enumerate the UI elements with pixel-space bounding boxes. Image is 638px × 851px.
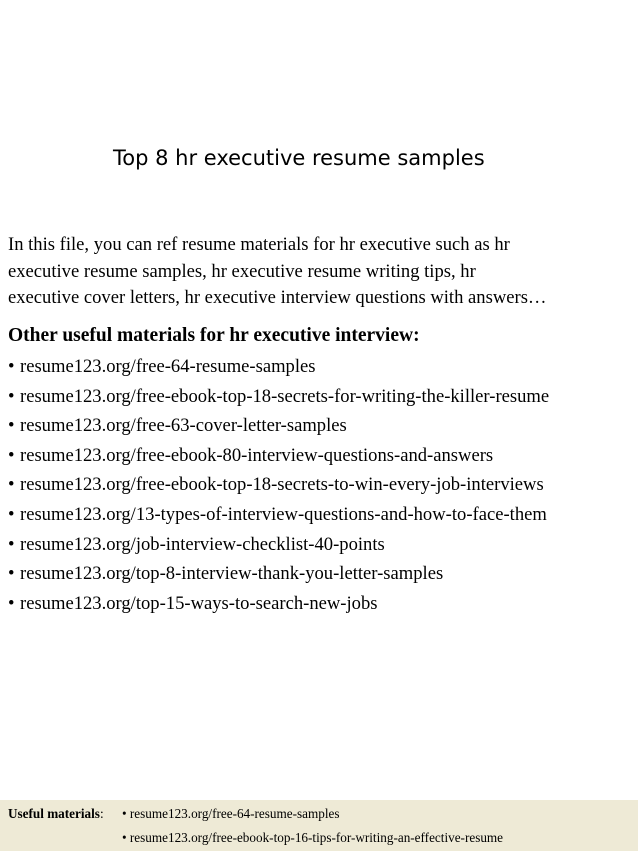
resource-link[interactable]: resume123.org/top-15-ways-to-search-new-jobs: [20, 592, 378, 614]
bullet-icon: •: [8, 533, 15, 555]
footer-link[interactable]: • resume123.org/free-ebook-top-16-tips-for-writing-an-effective-resume: [122, 830, 504, 845]
resource-link[interactable]: resume123.org/free-64-resume-samples: [20, 356, 316, 377]
list-item: [8, 470, 549, 500]
resource-link[interactable]: resume123.org/free-63-cover-letter-samples: [20, 415, 347, 437]
intro-line: In this file, you can ref resume materials for hr executive such as hr: [8, 234, 510, 255]
bullet-icon: •: [8, 444, 15, 466]
resource-link[interactable]: resume123.org/free-ebook-80-interview-questions-and-answers: [20, 444, 494, 466]
materials-heading: Other useful materials for hr executive interview:: [8, 325, 420, 346]
bullet-icon: •: [8, 592, 15, 614]
bullet-icon: •: [8, 415, 15, 437]
list-item: [8, 500, 549, 530]
bullet-icon: •: [8, 563, 15, 585]
list-item: [8, 589, 549, 619]
footer-bar: [0, 800, 638, 851]
footer-label-text: Useful materials: [8, 806, 100, 821]
list-item: [8, 352, 549, 382]
resource-link[interactable]: resume123.org/13-types-of-interview-questions-and-how-to-face-them: [20, 503, 547, 525]
resource-link[interactable]: resume123.org/job-interview-checklist-40-points: [20, 533, 385, 555]
bullet-icon: •: [8, 503, 15, 525]
list-item: [8, 559, 549, 589]
list-item: [8, 382, 549, 412]
materials-link-list: [8, 352, 549, 618]
footer-link[interactable]: • resume123.org/free-64-resume-samples: [122, 806, 340, 821]
bullet-icon: •: [8, 474, 15, 496]
resource-link[interactable]: resume123.org/top-8-interview-thank-you-letter-samples: [20, 563, 444, 585]
bullet-icon: •: [8, 385, 15, 407]
resource-link[interactable]: resume123.org/free-ebook-top-18-secrets-to-win-every-job-interviews: [20, 474, 544, 496]
list-item: [8, 530, 549, 560]
footer-label: [8, 803, 104, 824]
list-item: [8, 411, 549, 441]
intro-paragraph: [8, 232, 632, 312]
footer-label-separator: :: [99, 806, 104, 821]
intro-line: executive cover letters, hr executive interview questions with answers…: [8, 287, 547, 308]
list-item: [8, 441, 549, 471]
resource-link[interactable]: resume123.org/free-ebook-top-18-secrets-for-writing-the-killer-resume: [20, 385, 550, 407]
intro-line: executive resume samples, hr executive resume writing tips, hr: [8, 260, 476, 282]
page-title: Top 8 hr executive resume samples: [113, 146, 485, 170]
bullet-icon: •: [8, 356, 15, 377]
